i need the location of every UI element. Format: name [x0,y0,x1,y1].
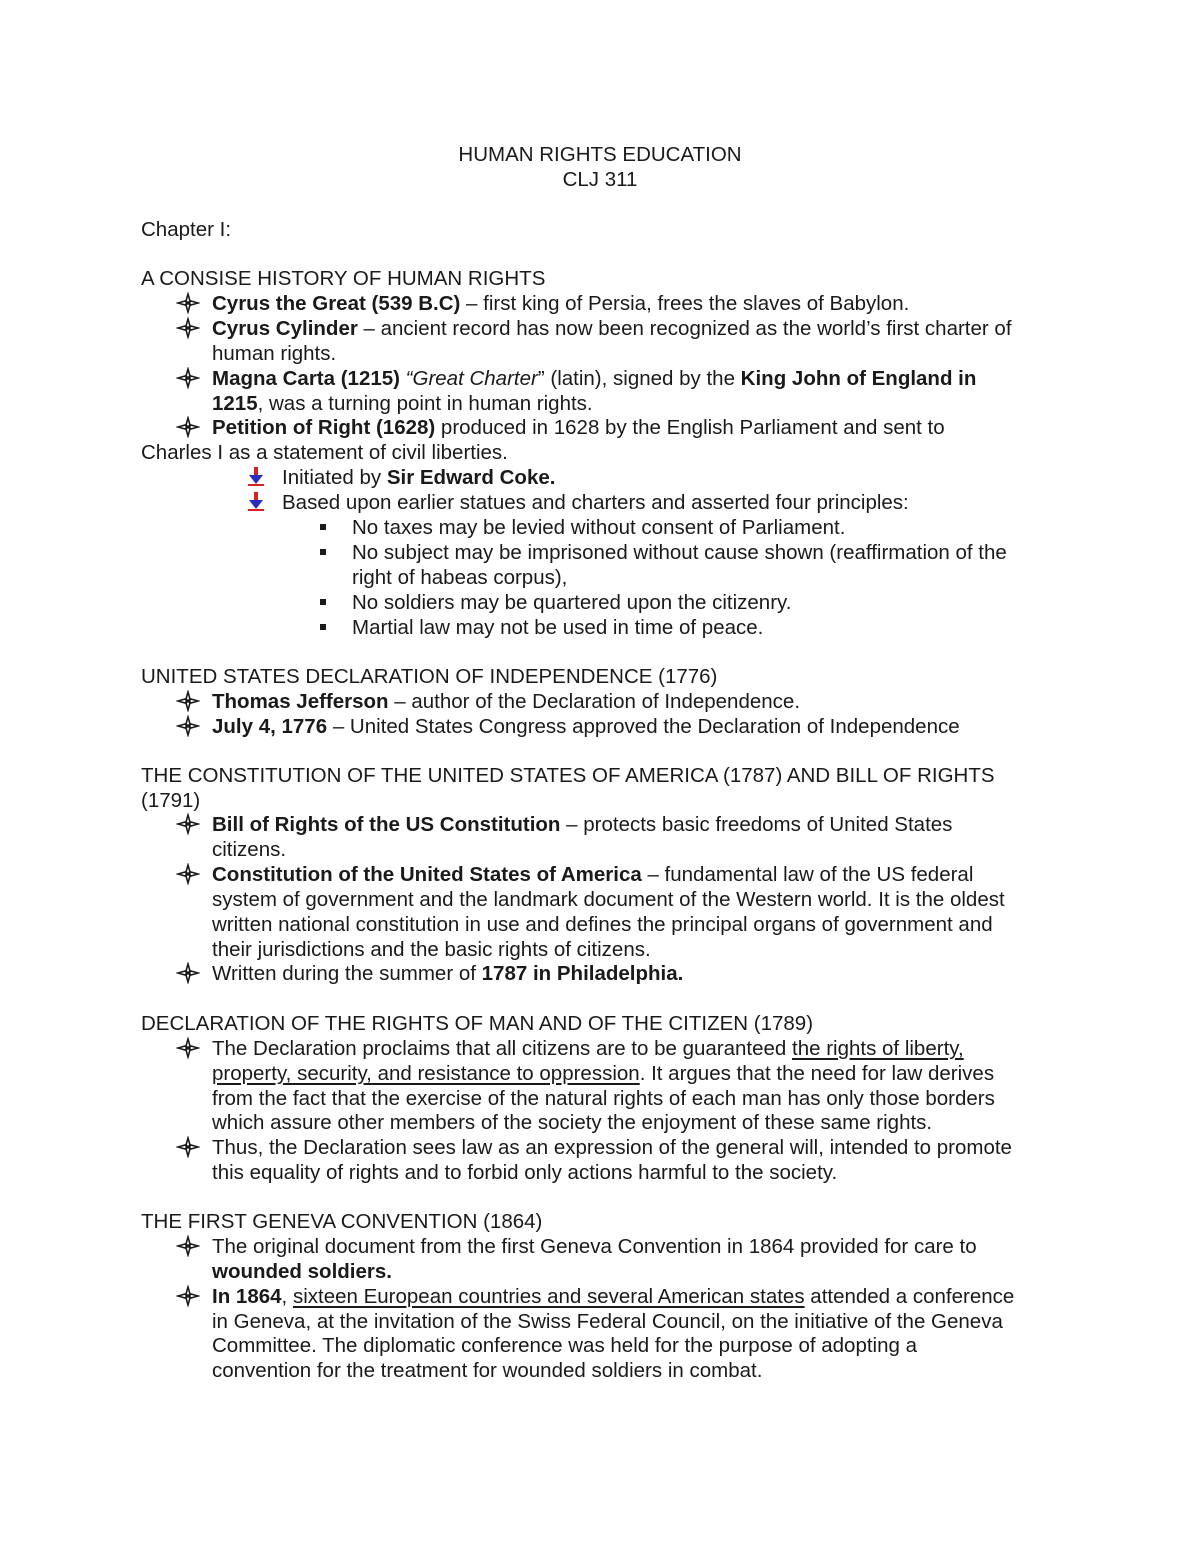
item-continuation: wounded soldiers. [212,1260,392,1283]
bold-term: Constitution of the United States of America [212,863,642,886]
diamond-star-bullet-icon [176,715,200,737]
list-item [212,291,909,316]
diamond-star-bullet-icon [176,690,200,712]
course-code: CLJ 311 [562,168,638,191]
item-text: – author of the Declaration of Independence. [388,690,801,713]
item-continuation: written national constitution in use and defines the principal organs of government and [212,913,993,936]
bold-term: 1215 [212,392,258,415]
item-continuation: system of government and the landmark document of the Western world. It is the oldest [212,888,1005,911]
item-continuation [212,1061,994,1086]
diamond-star-bullet-icon [176,292,200,314]
list-item: The original document from the first Geneva Convention in 1864 provided for care to [212,1235,977,1258]
item-text: produced in 1628 by the English Parliament and sent to [435,416,945,439]
square-bullet-icon [318,590,328,612]
diamond-star-bullet-icon [176,962,200,984]
item-text: – ancient record has now been recognized as the world’s first charter of [357,317,1012,340]
document-title: HUMAN RIGHTS EDUCATION [458,143,742,166]
bold-term: July 4, 1776 [212,715,328,738]
item-continuation: citizens. [212,838,287,861]
list-item [212,415,945,440]
principle-item: Martial law may not be used in time of peace. [352,616,764,639]
item-text: attended a conference [804,1285,1015,1308]
diamond-star-bullet-icon [176,1037,200,1059]
down-arrow-bullet-icon [246,465,266,487]
item-text: – fundamental law of the US federal [641,863,974,886]
bold-term: Thomas Jefferson [212,690,389,713]
italic-term: “Great Charter [399,367,538,390]
sub-list-item: Based upon earlier statues and charters and asserted four principles: [282,491,909,514]
bold-term: Magna Carta (1215) [212,367,400,390]
list-item [212,689,800,714]
list-item [212,812,952,837]
item-text: . It argues that the need for law derives [639,1062,995,1085]
list-item [212,316,1012,341]
item-text: ” (latin), signed by the [537,367,741,390]
sub-list-item [282,465,555,490]
section-heading: DECLARATION OF THE RIGHTS OF MAN AND OF THE CITIZEN (1789) [141,1012,814,1035]
bold-term: Cyrus the Great (539 B.C) [212,292,461,315]
item-continuation: in Geneva, at the invitation of the Swiss Federal Council, on the initiative of the Geneva [212,1310,1003,1333]
item-continuation: from the fact that the exercise of the natural rights of each man has only those borders [212,1087,995,1110]
underlined-phrase: property, security, and resistance to oppression [212,1062,640,1085]
list-item [212,366,976,391]
diamond-star-bullet-icon [176,416,200,438]
diamond-star-bullet-icon [176,367,200,389]
section-heading: A CONSISE HISTORY OF HUMAN RIGHTS [141,267,546,290]
principle-item: No subject may be imprisoned without cause shown (reaffirmation of the [352,541,1007,564]
section-heading: THE FIRST GENEVA CONVENTION (1864) [141,1210,543,1233]
diamond-star-bullet-icon [176,1235,200,1257]
list-item [212,714,960,739]
item-text: Initiated by [282,466,387,489]
list-item [212,1284,1014,1309]
item-continuation [212,391,593,416]
square-bullet-icon [318,615,328,637]
item-continuation: Committee. The diplomatic conference was held for the purpose of adopting a [212,1334,917,1357]
bold-term: King John of England in [740,367,977,390]
item-text: , [281,1285,293,1308]
square-bullet-icon [318,540,328,562]
section-heading-continuation: (1791) [141,789,201,812]
bold-term: In 1864 [212,1285,282,1308]
bold-term: Bill of Rights of the US Constitution [212,813,561,836]
item-text: Written during the summer of [212,962,482,985]
item-text: – United States Congress approved the Declaration of Independence [327,715,960,738]
principle-item: No taxes may be levied without consent of Parliament. [352,516,846,539]
item-continuation: right of habeas corpus), [352,566,568,589]
bold-term: Cyrus Cylinder [212,317,358,340]
square-bullet-icon [318,515,328,537]
bold-term: Sir Edward Coke. [386,466,556,489]
item-text: , was a turning point in human rights. [257,392,593,415]
underlined-phrase: sixteen European countries and several American states [292,1285,805,1308]
diamond-star-bullet-icon [176,813,200,835]
down-arrow-bullet-icon [246,490,266,512]
bold-term: 1787 in Philadelphia. [481,962,684,985]
list-item [212,1036,964,1061]
section-heading: THE CONSTITUTION OF THE UNITED STATES OF AMERICA (1787) AND BILL OF RIGHTS [141,764,995,787]
list-item: Thus, the Declaration sees law as an expression of the general will, intended to promote [212,1136,1012,1159]
item-continuation: convention for the treatment for wounded soldiers in combat. [212,1359,763,1382]
underlined-phrase: the rights of liberty, [792,1037,964,1060]
item-text: The Declaration proclaims that all citizens are to be guaranteed [212,1037,793,1060]
diamond-star-bullet-icon [176,1136,200,1158]
chapter-label: Chapter I: [141,218,232,241]
bold-term: Petition of Right (1628) [212,416,436,439]
item-continuation: Charles I as a statement of civil liberties. [141,441,508,464]
list-item [212,862,973,887]
diamond-star-bullet-icon [176,317,200,339]
item-continuation: which assure other members of the society the enjoyment of these same rights. [212,1111,933,1134]
diamond-star-bullet-icon [176,863,200,885]
section-heading: UNITED STATES DECLARATION OF INDEPENDENCE (1776) [141,665,718,688]
item-continuation: this equality of rights and to forbid only actions harmful to the society. [212,1161,838,1184]
item-continuation: human rights. [212,342,337,365]
list-item [212,961,683,986]
principle-item: No soldiers may be quartered upon the citizenry. [352,591,792,614]
item-continuation: their jurisdictions and the basic rights of citizens. [212,938,651,961]
diamond-star-bullet-icon [176,1285,200,1307]
item-text: – protects basic freedoms of United States [560,813,953,836]
item-text: – first king of Persia, frees the slaves of Babylon. [460,292,910,315]
